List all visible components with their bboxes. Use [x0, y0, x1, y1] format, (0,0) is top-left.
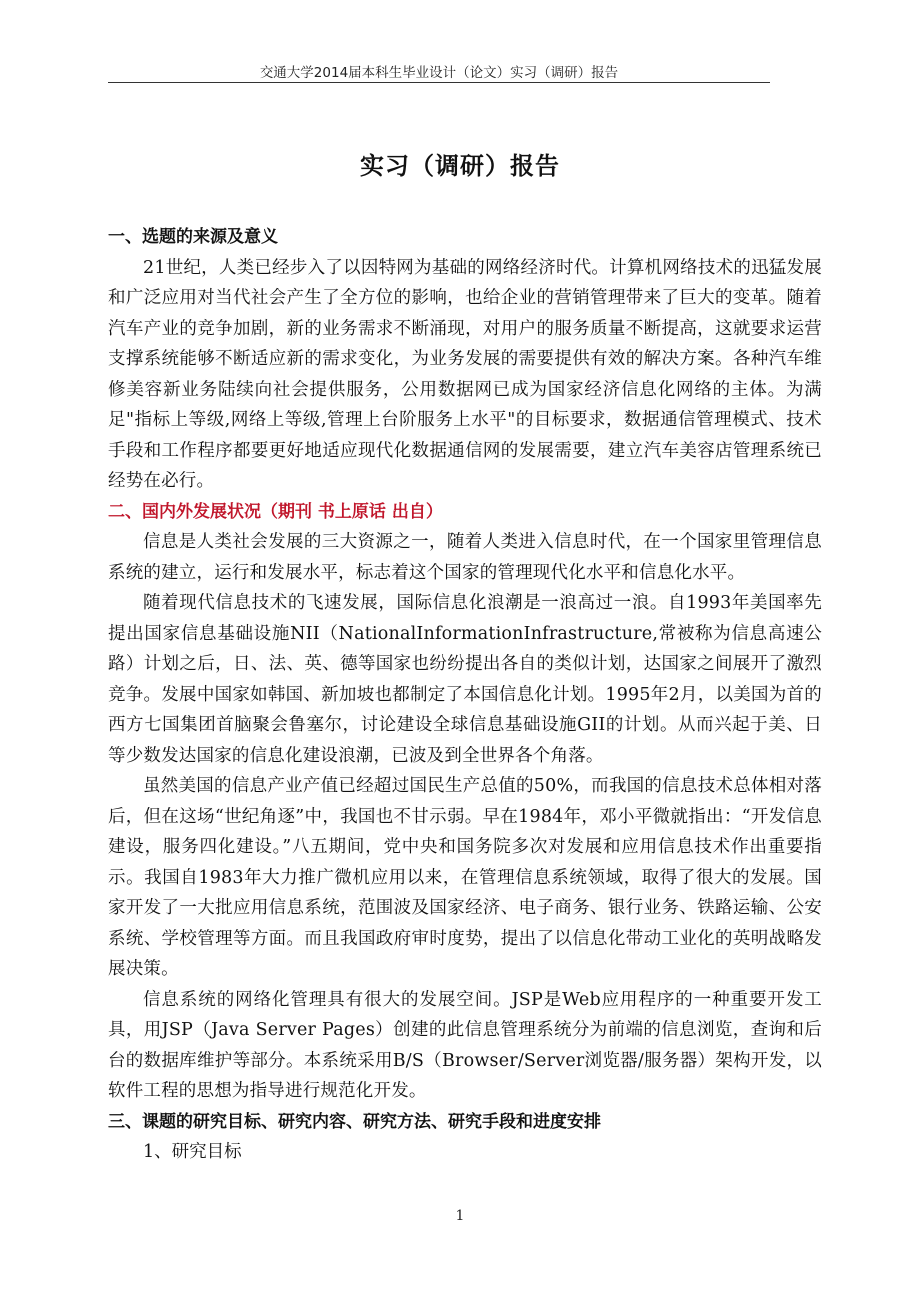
section-heading-3: 三、课题的研究目标、研究内容、研究方法、研究手段和进度安排 [108, 1111, 601, 1132]
section-heading-1: 一、选题的来源及意义 [108, 227, 278, 247]
paragraph: 21世纪，人类已经步入了以因特网为基础的网络经济时代。计算机网络技术的迅猛发展和广泛应用对当代社会产生了全方位的影响，也给企业的营销管理带来了巨大的变革。随着汽车产业的竞争加剧，新的业务需求不断涌现，对用户的服务质量不断提高，这就要求运营支撑系统能够不断适应新的需求变化，为业务发展的需要提供有效的解决方案。各种汽车维修美容新业务陆续向社会提供服务，公用数据网已成为国家经济信息化网络的主体。为满足"指标上等级,网络上等级,管理上台阶服务上水平"的目标要求，数据通信管理模式、技术手段和工作程序都要更好地适应现代化数据通信网的发展需要，建立汽车美容店管理系统已经势在必行。 [108, 257, 822, 491]
sub-item-research-goal: 1、研究目标 [143, 1142, 242, 1162]
paragraph: 信息是人类社会发展的三大资源之一，随着人类进入信息时代，在一个国家里管理信息系统的建立，运行和发展水平，标志着这个国家的管理现代化水平和信息化水平。 [108, 532, 822, 583]
paragraph: 随着现代信息技术的飞速发展，国际信息化浪潮是一浪高过一浪。自1993年美国率先提出国家信息基础设施NII（NationalInformationInfrastructure,常被称为信息高速公路）计划之后，日、法、英、德等国家也纷纷提出各自的类似计划，达国家之间展开了激烈竞争。发展中国家如韩国、新加坡也都制定了本国信息化计划。1995年2月，以美国为首的西方七国集团首脑聚会鲁塞尔，讨论建设全球信息基础设施GII的计划。从而兴起于美、日等少数发达国家的信息化建设浪潮，已波及到全世界各个角落。 [108, 593, 822, 766]
section-heading-2: 二、国内外发展状况（期刊 书上原话 出自） [108, 501, 443, 522]
paragraph: 信息系统的网络化管理具有很大的发展空间。JSP是Web应用程序的一种重要开发工具，用JSP（Java Server Pages）创建的此信息管理系统分为前端的信息浏览，查询和后台的数据库维护等部分。本系统采用B/S（Browser/Server浏览器/服务器）架构开发，以软件工程的思想为指导进行规范化开发。 [108, 989, 822, 1101]
page-title: 实习（调研）报告 [360, 152, 560, 180]
document-body [108, 222, 822, 1168]
header-rule [108, 82, 770, 83]
paragraph: 虽然美国的信息产业产值已经超过国民生产总值的50%，而我国的信息技术总体相对落后，但在这场“世纪角逐”中，我国也不甘示弱。早在1984年，邓小平微就指出：“开发信息建设，服务四化建设。”八五期间，党中央和国务院多次对发展和应用信息技术作出重要指示。我国自1983年大力推广微机应用以来，在管理信息系统领域，取得了很大的发展。国家开发了一大批应用信息系统，范围波及国家经济、电子商务、银行业务、铁路运输、公安系统、学校管理等方面。而且我国政府审时度势，提出了以信息化带动工业化的英明战略发展决策。 [108, 776, 822, 979]
running-header: 交通大学2014届本科生毕业设计（论文）实习（调研）报告 [259, 65, 619, 81]
page-number: 1 [455, 1208, 465, 1224]
